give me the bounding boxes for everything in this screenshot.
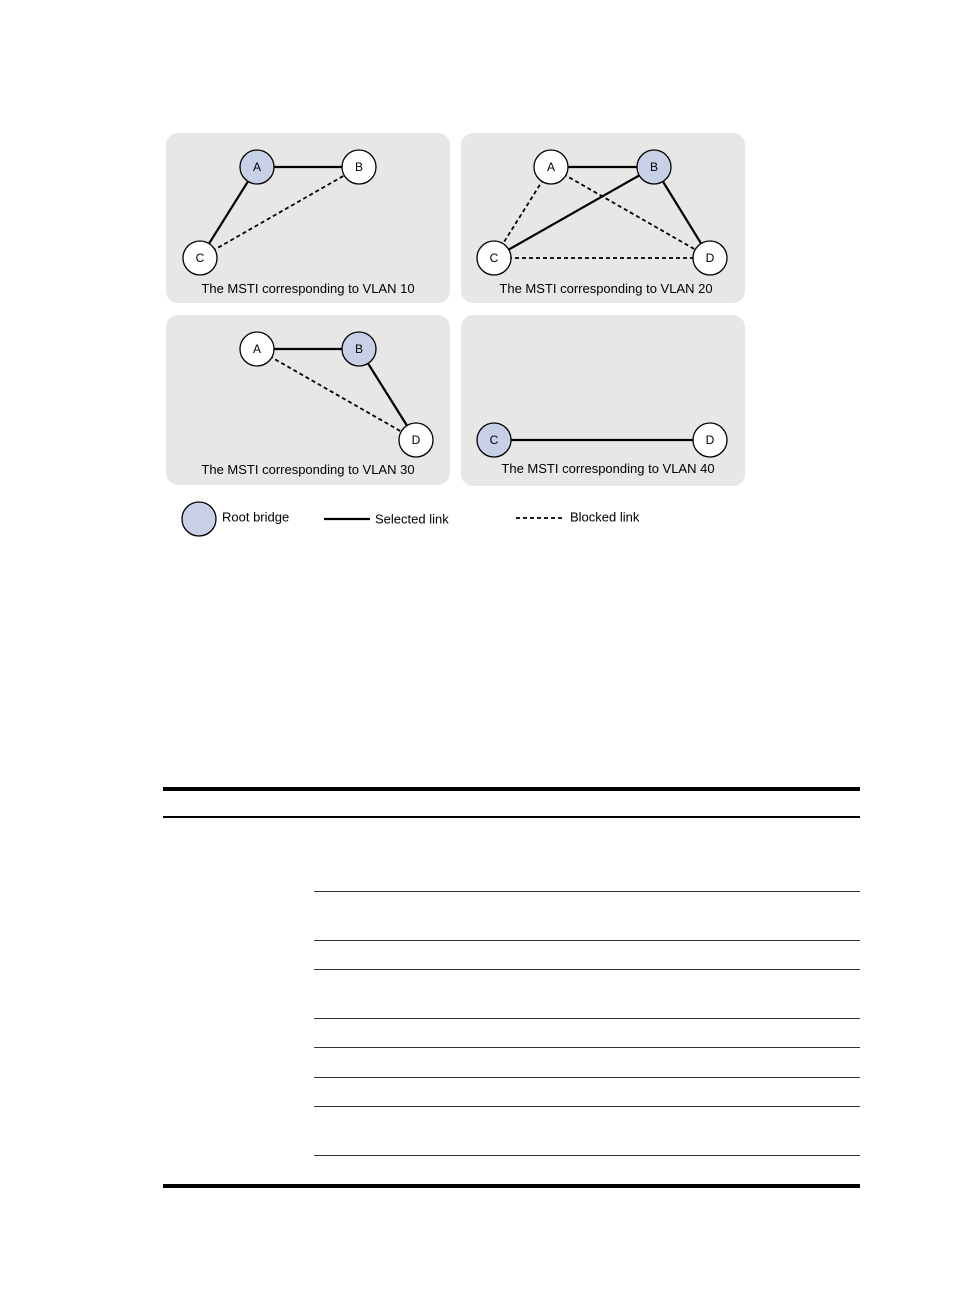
node-b — [342, 332, 376, 366]
node-c — [183, 241, 217, 275]
panel-caption: The MSTI corresponding to VLAN 40 — [501, 461, 715, 476]
node-d-label: D — [705, 251, 715, 265]
panel-caption: The MSTI corresponding to VLAN 10 — [201, 281, 415, 296]
node-c — [477, 241, 511, 275]
node-d — [693, 241, 727, 275]
node-a-label: A — [252, 160, 262, 174]
panel-caption: The MSTI corresponding to VLAN 20 — [499, 281, 713, 296]
node-c-label: C — [195, 251, 205, 265]
node-a-label: A — [546, 160, 556, 174]
node-a-label: A — [252, 342, 262, 356]
panel-background — [166, 133, 450, 303]
table-row-divider — [314, 969, 860, 970]
table-row-divider — [314, 1155, 860, 1156]
node-d — [693, 423, 727, 457]
legend-blocked-link-label: Blocked link — [570, 509, 640, 525]
table-row-divider — [314, 1047, 860, 1048]
node-c-label: C — [489, 251, 499, 265]
panel-background — [166, 315, 450, 485]
table-row-divider — [314, 1018, 860, 1019]
node-b — [637, 150, 671, 184]
panel-vlan-20 — [461, 133, 745, 303]
legend-root-bridge-label: Root bridge — [222, 509, 290, 525]
node-a — [534, 150, 568, 184]
panel-caption: The MSTI corresponding to VLAN 30 — [201, 462, 415, 477]
table-row-divider — [314, 940, 860, 941]
table-row-divider — [314, 891, 860, 892]
legend-selected-link-label: Selected link — [375, 511, 449, 527]
legend-root-bridge-icon — [182, 502, 216, 536]
msti-diagram — [0, 0, 954, 560]
panel-vlan-10 — [166, 133, 450, 303]
panel-background — [461, 133, 745, 303]
node-b — [342, 150, 376, 184]
table-top-rule — [163, 787, 860, 791]
table-header-rule — [163, 816, 860, 818]
node-d-label: D — [705, 433, 715, 447]
table-row-divider — [314, 1106, 860, 1107]
node-a — [240, 150, 274, 184]
node-d — [399, 423, 433, 457]
node-d-label: D — [411, 433, 421, 447]
node-a — [240, 332, 274, 366]
node-b-label: B — [354, 342, 364, 356]
node-c-label: C — [489, 433, 499, 447]
table-row-divider — [314, 1077, 860, 1078]
node-b-label: B — [649, 160, 659, 174]
panel-vlan-30 — [166, 315, 450, 485]
table-bottom-rule — [163, 1184, 860, 1188]
node-b-label: B — [354, 160, 364, 174]
panel-vlan-40 — [461, 315, 745, 486]
node-c — [477, 423, 511, 457]
legend — [182, 502, 640, 536]
